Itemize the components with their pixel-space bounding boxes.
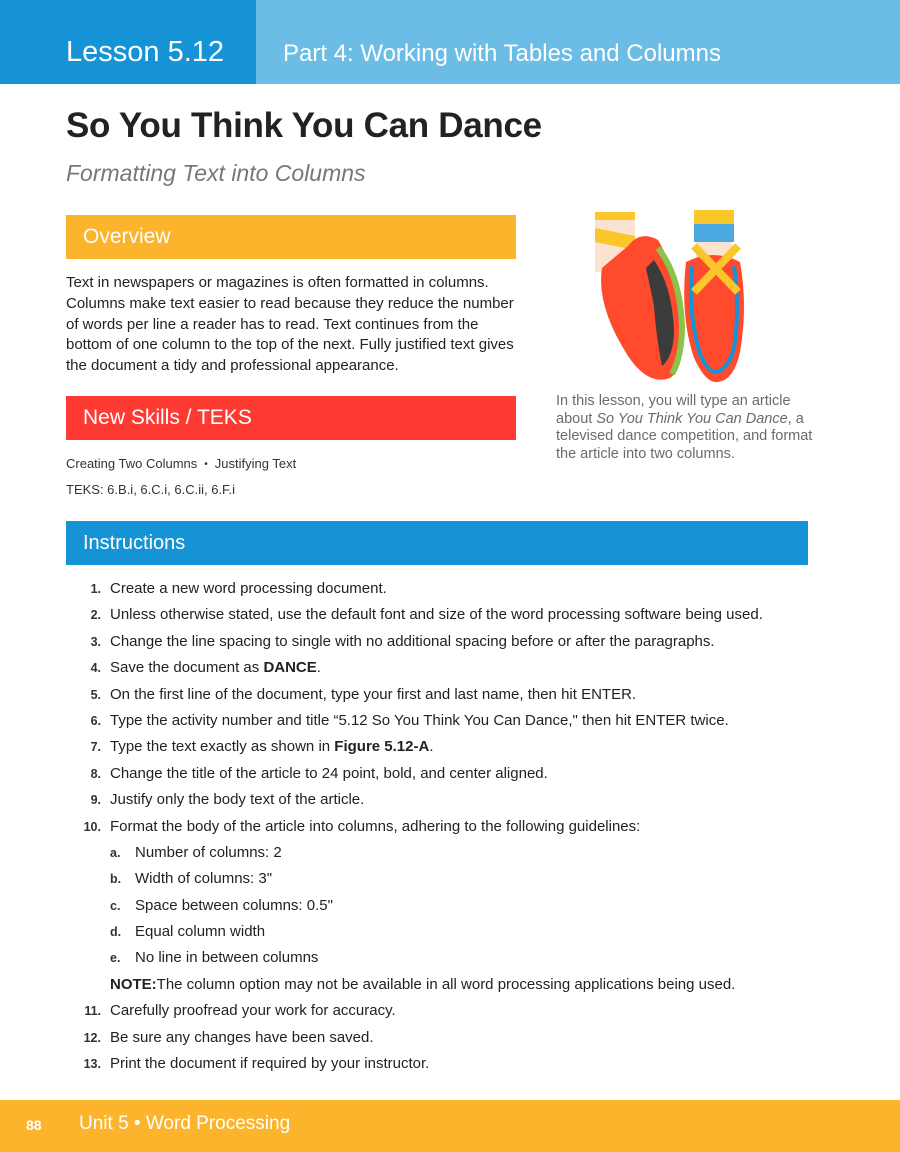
list-item: 12. Be sure any changes have been saved. xyxy=(83,1028,374,1046)
overview-text: Text in newspapers or magazines is often formatted in columns. Columns make text easier to read because they reduce the number of words per line a reader has to read. Text continues from the bottom of one column to the top of the next. Fully justified text gives the document a tidy and professional appearance. xyxy=(66,274,514,375)
instructions-list xyxy=(66,580,826,1081)
skills-heading: New Skills / TEKS xyxy=(66,396,516,440)
sub-list-item: b. Width of columns: 3" xyxy=(110,870,273,888)
skill-item: Creating Two Columns xyxy=(66,456,198,471)
list-item: 8. Change the title of the article to 24 point, bold, and center aligned. xyxy=(90,764,548,782)
list-item: 1. Create a new word processing document. xyxy=(90,580,387,597)
part-title: Part 4: Working with Tables and Columns xyxy=(256,0,900,84)
list-item: 11. Carefully proofread your work for accuracy. xyxy=(84,1002,396,1020)
sub-list-item: a. Number of columns: 2 xyxy=(110,843,282,861)
sub-list-item: c. Space between columns: 0.5" xyxy=(110,896,333,914)
instructions-heading: Instructions xyxy=(66,521,808,565)
page-number: 88 xyxy=(26,1117,42,1133)
overview-heading: Overview xyxy=(66,215,516,259)
list-item: 13. Print the document if required by your instructor. xyxy=(83,1055,430,1073)
teks-codes: TEKS: 6.B.i, 6.C.i, 6.C.ii, 6.F.i xyxy=(66,482,236,497)
skill-item: Justifying Text xyxy=(214,456,297,471)
unit-label: Unit 5 • Word Processing xyxy=(79,1113,291,1134)
sub-list-item: e. No line in between columns xyxy=(110,949,319,967)
list-item: 7. Type the text exactly as shown in Figure 5.12-A. xyxy=(90,738,434,756)
page-title: So You Think You Can Dance xyxy=(66,106,542,145)
page-subtitle: Formatting Text into Columns xyxy=(66,160,366,186)
page-footer xyxy=(0,1100,900,1152)
skills-list xyxy=(66,456,296,471)
note: NOTE: The column option may not be available in all word processing applications being used. xyxy=(110,975,736,993)
ballet-shoes-icon xyxy=(588,206,758,386)
page-header xyxy=(0,0,900,84)
list-item: 10. Format the body of the article into columns, adhering to the following guidelines: xyxy=(83,817,641,835)
list-item: 4. Save the document as DANCE. xyxy=(90,659,321,677)
lesson-number: Lesson 5.12 xyxy=(0,0,256,84)
sub-list-item: d. Equal column width xyxy=(110,923,266,941)
lesson-caption: In this lesson, you will type an article about So You Think You Can Dance, a televised dance competition, and format the article into two columns. xyxy=(556,393,813,462)
list-item: 9. Justify only the body text of the article. xyxy=(90,791,365,809)
list-item: 2. Unless otherwise stated, use the default font and size of the word processing software being used. xyxy=(90,606,763,624)
list-item: 5. On the first line of the document, type your first and last name, then hit ENTER. xyxy=(90,685,637,703)
skill-separator: • xyxy=(204,459,208,470)
list-item: 3. Change the line spacing to single with no additional spacing before or after the paragraphs. xyxy=(90,632,715,650)
list-item: 6. Type the activity number and title “5.12 So You Think You Can Dance," then hit ENTER twice. xyxy=(90,711,729,729)
